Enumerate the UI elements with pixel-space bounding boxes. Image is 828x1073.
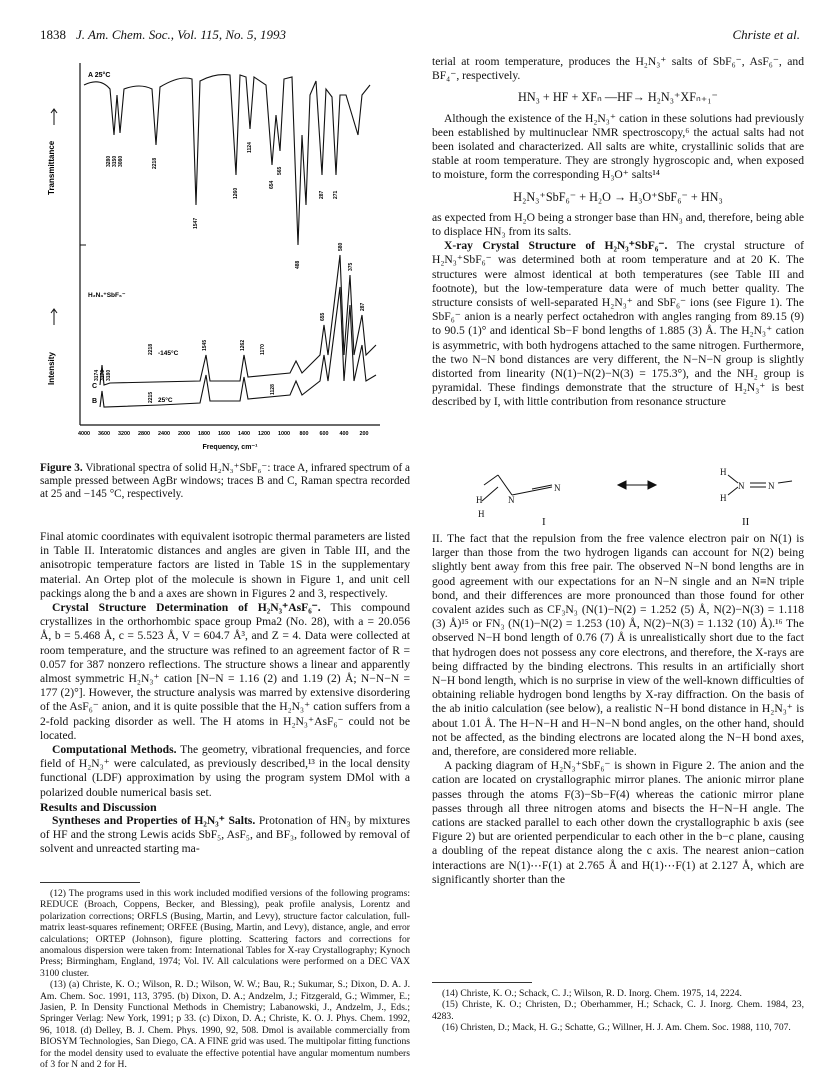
paragraph: terial at room temperature, produces the H₂N₃⁺ salts of SbF₆⁻, AsF₆⁻, and BF₄⁻, respectively. bbox=[432, 55, 804, 83]
figure-3-spectra bbox=[40, 55, 410, 455]
svg-text:N: N bbox=[508, 495, 515, 505]
footnote-16: (16) Christen, D.; Mack, H. G.; Schatte, G.; Willner, H. J. Am. Chem. Soc. 1988, 110, 707. bbox=[442, 1022, 791, 1034]
arrow-up-icon bbox=[51, 109, 57, 125]
peak-label: 565 bbox=[277, 166, 283, 175]
peak-label: 655 bbox=[320, 312, 326, 321]
svg-text:N: N bbox=[554, 483, 561, 493]
paragraph-text: Protonation of HN₃ by mixtures of HF and the strong Lewis acids SbF₅, AsF₅, and BF₃, followed by removal of solvent and unreacted starting ma- bbox=[40, 814, 411, 856]
equation-2: H₂N₃⁺SbF₆⁻ + H₂O → H₃O⁺SbF₆⁻ + HN₃ bbox=[513, 189, 723, 204]
x-tick: 600 bbox=[319, 431, 329, 437]
x-ticks bbox=[78, 431, 369, 437]
peak-label: 1547 bbox=[193, 217, 199, 229]
run-in-heading: Crystal Structure Determination of H₂N₃⁺AsF₆⁻. bbox=[52, 601, 321, 615]
x-tick: 1600 bbox=[218, 431, 230, 437]
peak-label: 2215 bbox=[148, 391, 154, 403]
footnote-13: (13) (a) Christe, K. O.; Wilson, R. D.; Wilson, W. W.; Bau, R.; Sukumar, S.; Dixon, D. A. J. Am. Chem. Soc. 1991, 113, 3795. (b) Dixon, D. A.; Andzelm, J.; Fitzgerald, G.; Wimmer, E.; Jasien, P. In Density Functional Methods in Chemistry; Labanowski, J., Andzelm, J., Eds.; Springer Verlag: New York, 1991; p 33. (c) Dixon, D. A.; Christe, K. O. J. Phys. Chem. 1992, 96, 1018. (d) Delley, B. J. Chem. Phys. 1990, 92, 508. Dmol is available commercially from BIOSYM Technologies, San Diego, CA. A FINE grid was used. The multipolar fitting functions for the model density used to evaluate the effective potential have angular momentum numbers of 3 for N and 2 for H. bbox=[40, 979, 410, 1071]
x-tick: 2000 bbox=[178, 431, 190, 437]
peak-label: 271 bbox=[333, 190, 339, 199]
peak-label: 654 bbox=[269, 180, 275, 189]
journal-line bbox=[40, 27, 286, 43]
peak-label: 3280 bbox=[106, 155, 112, 167]
paragraph: Final atomic coordinates with equivalent isotropic thermal parameters are listed in Table II. Interatomic distances and angles are given in Table III, and the anisotropic temperature factors are listed in Table 1S in the supplementary material. An Ortep plot of the molecule is shown in Figure 1, and unit cell packings along the b and a axes are shown in Figures 2 and 3, respectively. bbox=[40, 530, 410, 600]
footnote-12: (12) The programs used in this work included modified versions of the following programs: REDUCE (Broach, Coppens, Becker, and Blessing), peak profile analysis, Lorentz and polarization corrections; ORFLS (Busing, Martin, and Levy), structure factor calculation, full-matrix least-squares refinement; ORFEE (Busing, Martin, and Levy), distance, angle, and error calculations; ORTEP (Johnson), figure plotting. Scattering factors and corrections for anomalous dispersion were taken from: International Tables for X-ray Crystallography; Kynoch Press; Birmingham, England, 1974; Vol. IV. All calculations were performed on a DEC VAX 3100 cluster. bbox=[40, 888, 410, 979]
footnote-rule bbox=[40, 882, 140, 883]
peak-label: 580 bbox=[338, 242, 344, 251]
right-footnotes bbox=[432, 988, 804, 1034]
peak-label: 3170 bbox=[100, 369, 106, 381]
paragraph-text: This compound crystallizes in the orthorhombic space group Pma2 (No. 28), with a = 20.056 Å, b = 5.468 Å, c = 5.523 Å, V = 604.7 Å³, and Z = 4. Data were collected at room temperature, and the structure was refined to an agreement factor of R = 0.057 for 387 nonzero reflections. The structure shows a linear and apparently almost symmetric H₂N₃⁺ cation [N−N = 1.16 (2) and 1.19 (2) Å; N−N−N = 177 (2)°]. However, the structure analysis was marred by extensive disordering of the AsF₆⁻ anion, and it is quite possible that the H₂N₃⁺ cation suffers from a 2-fold packing disorder as well. The H atoms in H₂N₃⁺AsF₆⁻ could not be located. bbox=[40, 601, 410, 742]
ir-peak-labels bbox=[106, 142, 339, 269]
footnote-rule bbox=[432, 982, 532, 983]
x-tick: 200 bbox=[359, 431, 369, 437]
footnote-14: (14) Christe, K. O.; Schack, C. J.; Wilson, R. D. Inorg. Chem. 1975, 14, 2224. bbox=[442, 988, 742, 999]
temp-low-label: -145°C bbox=[158, 350, 179, 357]
x-tick: 2400 bbox=[158, 431, 170, 437]
x-axis-label: Frequency, cm⁻¹ bbox=[202, 444, 258, 451]
equation-1: HN₃ + HF + XFₙ —HF→ H₂N₃⁺XFₙ₊₁⁻ bbox=[518, 90, 718, 105]
paragraph bbox=[432, 239, 804, 409]
peak-label: 3174 bbox=[94, 369, 100, 381]
peak-label: 2218 bbox=[152, 157, 158, 169]
temp-room-label: 25°C bbox=[158, 397, 173, 404]
svg-text:H: H bbox=[478, 509, 485, 519]
page-number: 1838 bbox=[40, 27, 66, 42]
left-column bbox=[40, 530, 410, 857]
structure-I-label: I bbox=[542, 516, 546, 525]
arrow-up-icon bbox=[51, 309, 57, 325]
svg-text:H: H bbox=[720, 493, 727, 503]
right-column-top bbox=[432, 55, 804, 410]
peak-label: 1262 bbox=[240, 339, 246, 351]
peak-label: 375 bbox=[348, 262, 354, 271]
peak-label: 1545 bbox=[202, 339, 208, 351]
paragraph-text: The crystal structure of H₂N₃⁺SbF₆⁻ was determined both at room temperature and at 20 K. The structures were almost identical at both temperatures (see Table III and footnote), but the low-temperature data were of much better quality. The structure consists of well-separated H₂N₃⁺ and SbF₆⁻ ions (see Figure 1). The SbF₆⁻ anion is a nearly perfect octahedron with angles ranging from 89.15 (9) to 90.5 (1)° and identical Sb−F bond lengths of 1.885 (3) Å. The H₂N₃⁺ cation is asymmetric, with both hydrogens attached to the same nitrogen. Furthermore, the two N−N bond distances are very different, the N−N−N group is slightly distorted from linearity (N(1)−N(2)−N(3) = 175.3°), and the NH₂ group is pyramidal. These findings demonstrate that the structure of H₂N₃⁺ is best described by I, with little contribution from resonance structure bbox=[432, 239, 804, 409]
raman-peak-labels bbox=[94, 242, 366, 403]
svg-text:H: H bbox=[720, 467, 727, 477]
x-tick: 1200 bbox=[258, 431, 270, 437]
peak-label: 3080 bbox=[118, 155, 124, 167]
footnote-15: (15) Christe, K. O.; Christen, D.; Oberhammer, H.; Schack, C. J. Inorg. Chem. 1984, 23, 4283. bbox=[432, 999, 804, 1022]
figure-caption-text: Vibrational spectra of solid H₂N₃⁺SbF₆⁻: trace A, infrared spectrum of a sample pressed between AgBr windows; traces B and C, Raman spectra recorded at 25 and −145 °C, respectively. bbox=[40, 462, 410, 501]
peak-label: 1170 bbox=[260, 344, 266, 355]
x-tick: 4000 bbox=[78, 431, 90, 437]
trace-b-label: B bbox=[92, 398, 98, 405]
peak-label: 1128 bbox=[270, 384, 276, 395]
trace-c-label: C bbox=[92, 383, 98, 390]
paragraph bbox=[40, 601, 410, 743]
peak-label: 1260 bbox=[233, 187, 239, 199]
raman-trace-c bbox=[100, 255, 376, 385]
peak-label: 287 bbox=[319, 190, 325, 199]
svg-text:N: N bbox=[768, 481, 775, 491]
peak-label: 488 bbox=[295, 260, 301, 269]
trace-a-label: A 25°C bbox=[88, 72, 111, 79]
svg-text:N: N bbox=[738, 481, 745, 491]
peak-label: 2218 bbox=[148, 343, 154, 355]
peak-label: 3180 bbox=[106, 369, 112, 381]
raman-trace-b bbox=[100, 287, 376, 407]
x-tick: 3200 bbox=[118, 431, 130, 437]
figure-caption bbox=[40, 462, 410, 502]
x-tick: 400 bbox=[339, 431, 349, 437]
paragraph-text: The geometry, vibrational frequencies, and force field of H₂N₃⁺ were calculated, as previously described,¹³ in the local density functional (LDF) approximation by using the program system DMol with a polarized double numerical basis set. bbox=[40, 743, 410, 799]
x-tick: 2800 bbox=[138, 431, 150, 437]
x-tick: 1400 bbox=[238, 431, 250, 437]
run-in-heading: Syntheses and Properties of H₂N₃⁺ Salts. bbox=[52, 814, 256, 828]
paragraph: as expected from H₂O being a stronger base than HN₃ and, therefore, being able to displace HN₃ from its salts. bbox=[432, 210, 804, 239]
running-authors: Christe et al. bbox=[732, 27, 800, 42]
x-tick: 800 bbox=[299, 431, 309, 437]
left-footnotes bbox=[40, 888, 410, 1071]
spectra-plot bbox=[40, 55, 410, 455]
structure-II-label: II bbox=[742, 516, 750, 525]
paragraph bbox=[40, 814, 410, 857]
paragraph bbox=[40, 743, 410, 800]
x-tick: 3600 bbox=[98, 431, 110, 437]
right-column-bottom bbox=[432, 532, 804, 887]
x-tick: 1000 bbox=[278, 431, 290, 437]
figure-caption-label: Figure 3. bbox=[40, 462, 83, 474]
x-tick: 1800 bbox=[198, 431, 210, 437]
peak-label: 3150 bbox=[112, 155, 118, 167]
ir-trace-a bbox=[84, 75, 370, 245]
svg-text:H: H bbox=[476, 495, 483, 505]
journal-citation: J. Am. Chem. Soc., Vol. 115, No. 5, 1993 bbox=[76, 27, 287, 42]
peak-label: 1124 bbox=[247, 142, 253, 153]
resonance-structure-drawing bbox=[432, 455, 804, 525]
paragraph: A packing diagram of H₂N₃⁺SbF₆⁻ is shown in Figure 2. The anion and the cation are located on crystallographic mirror planes. The anionic mirror plane passes through the atoms F(3)−Sb−F(4) whereas the cationic mirror plane passes through all three nitrogen atoms and bisects the H−N−H angle. The cations are stacked parallel to each other down the crystallographic b axis (see Figure 2) but are oriented perpendicular to each other in the b−c plane, causing a doubling of the repeat distance along the c axis. The nearest anion−cation interactions are N(1)⋯F(1) at 2.765 Å and H(1)⋯F(1) at 2.127 Å, which are significantly shorter than the bbox=[432, 759, 804, 886]
peak-label: 287 bbox=[360, 302, 366, 311]
run-in-heading: Computational Methods. bbox=[52, 743, 177, 757]
y-label-intensity: Intensity bbox=[47, 352, 56, 385]
run-in-heading: X-ray Crystal Structure of H₂N₃⁺SbF₆⁻. bbox=[444, 239, 668, 253]
paragraph: Although the existence of the H₂N₃⁺ cation in these solutions had previously been established by multinuclear NMR spectroscopy,⁶ the actual salts had not been isolated and characterized. All salts are white, crystallinic solids that are stable at room temperature. They are strongly hygroscopic and, when exposed to moisture, form the corresponding H₃O⁺ salts¹⁴ bbox=[432, 111, 804, 182]
section-heading: Results and Discussion bbox=[40, 799, 157, 814]
y-label-transmittance: Transmittance bbox=[47, 140, 56, 195]
paragraph: II. The fact that the repulsion from the free valence electron pair on N(1) is larger than those from the two hydrogen ligands can account for N(2) being slightly bent away from this free pair. The observed N−N bond lengths are in good agreement with our expectations for an N−N single and an N≡N triple bond, and their differences are more pronounced than those found for other covalent azides such as CF₃N₃ (N(1)−N(2) = 1.252 (5) Å, N(2)−N(3) = 1.118 (3) Å)¹⁵ or FN₃ (N(1)−N(2) = 1.253 (10) Å, N(2)−N(3) = 1.132 (10) Å).¹⁶ The observed N−H bond length of 0.76 (7) Å is unrealistically short due to the fact that hydrogen does not possess any core electrons, and therefore, the X-rays are being diffracted by the binding electrons. This results in an artificially short N−H bond length, which is no surprise in view of the well-known difficulties of obtaining reliable hydrogen bond lengths by X-ray diffraction. On the basis of the ab initio calculation (see below), a realistic N−H bond distance in H₂N₃⁺ is about 1.01 Å. The H−N−H and H−N−N bond angles, on the other hand, should not be affected, as the binding electrons are located along the N−H bond axes, and, therefore, are considered more reliable. bbox=[432, 532, 804, 759]
trace-b-compound-label: H₂N₃⁺SbF₆⁻ bbox=[88, 292, 126, 299]
